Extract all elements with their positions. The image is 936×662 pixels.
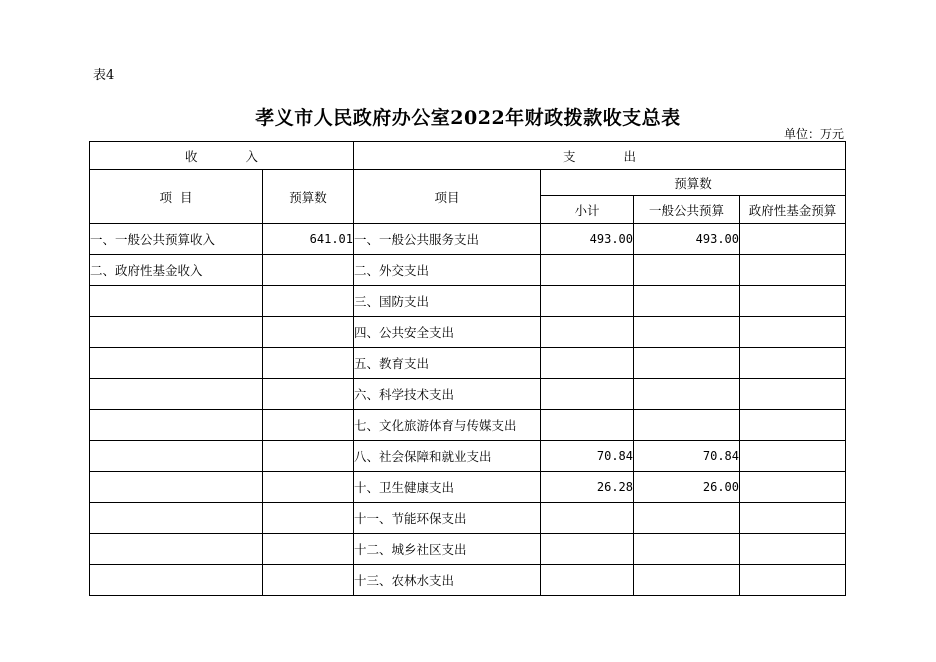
gov-fund-budget-cell (740, 379, 846, 410)
table-row (90, 379, 846, 410)
expense-item-cell: 一、一般公共服务支出 (354, 224, 541, 255)
general-budget-cell: 26.00 (634, 472, 740, 503)
table-row (90, 565, 846, 596)
general-budget-cell (634, 286, 740, 317)
table-row (90, 441, 846, 472)
income-item-cell: 二、政府性基金收入 (90, 255, 263, 286)
table-row (90, 224, 846, 255)
unit-label: 单位：万元 (783, 127, 844, 141)
income-item-cell (90, 410, 263, 441)
subtotal-header: 小计 (541, 196, 634, 224)
income-budget-header: 预算数 (263, 170, 354, 224)
page-title: 孝义市人民政府办公室2022年财政拨款收支总表 (255, 107, 681, 129)
sheet-tag: 表4 (93, 68, 115, 83)
general-budget-cell (634, 379, 740, 410)
general-budget-header: 一般公共预算 (634, 196, 740, 224)
expense-item-cell: 十一、节能环保支出 (354, 503, 541, 534)
budget-table (89, 141, 846, 596)
income-item-cell (90, 503, 263, 534)
gov-fund-budget-cell (740, 317, 846, 348)
expense-item-cell: 二、外交支出 (354, 255, 541, 286)
income-item-cell (90, 317, 263, 348)
income-budget-cell (263, 534, 354, 565)
income-item-cell (90, 441, 263, 472)
expense-group-char-2: 出 (623, 148, 637, 164)
subtotal-cell (541, 565, 634, 596)
expense-group-header (354, 142, 846, 170)
income-budget-cell (263, 472, 354, 503)
subtotal-cell (541, 410, 634, 441)
income-budget-cell: 641.01 (263, 224, 354, 255)
income-budget-cell (263, 441, 354, 472)
expense-item-cell: 十二、城乡社区支出 (354, 534, 541, 565)
table-row (90, 472, 846, 503)
income-item-cell (90, 472, 263, 503)
gov-fund-budget-header: 政府性基金预算 (740, 196, 846, 224)
table-row (90, 534, 846, 565)
expense-item-cell: 十三、农林水支出 (354, 565, 541, 596)
expense-item-cell: 十、卫生健康支出 (354, 472, 541, 503)
expense-group-char-1: 支 (562, 148, 576, 164)
gov-fund-budget-cell (740, 410, 846, 441)
header-row-2 (90, 170, 846, 196)
gov-fund-budget-cell (740, 224, 846, 255)
subtotal-cell (541, 503, 634, 534)
income-group-char-1: 收 (184, 148, 198, 164)
header-row-groups (90, 142, 846, 170)
gov-fund-budget-cell (740, 534, 846, 565)
income-budget-cell (263, 565, 354, 596)
table-row (90, 317, 846, 348)
table-row (90, 410, 846, 441)
general-budget-cell (634, 317, 740, 348)
expense-item-cell: 五、教育支出 (354, 348, 541, 379)
subtotal-cell: 493.00 (541, 224, 634, 255)
income-item-cell (90, 379, 263, 410)
subtotal-cell (541, 379, 634, 410)
gov-fund-budget-cell (740, 348, 846, 379)
table-row (90, 503, 846, 534)
general-budget-cell (634, 255, 740, 286)
table-row (90, 286, 846, 317)
subtotal-cell (541, 534, 634, 565)
gov-fund-budget-cell (740, 286, 846, 317)
expense-item-cell: 六、科学技术支出 (354, 379, 541, 410)
subtotal-cell: 26.28 (541, 472, 634, 503)
subtotal-cell: 70.84 (541, 441, 634, 472)
general-budget-cell (634, 565, 740, 596)
general-budget-cell (634, 534, 740, 565)
general-budget-cell: 70.84 (634, 441, 740, 472)
income-group-header (90, 142, 354, 170)
gov-fund-budget-cell (740, 472, 846, 503)
income-budget-cell (263, 348, 354, 379)
general-budget-cell (634, 410, 740, 441)
income-budget-cell (263, 255, 354, 286)
subtotal-cell (541, 348, 634, 379)
income-item-cell (90, 565, 263, 596)
general-budget-cell: 493.00 (634, 224, 740, 255)
gov-fund-budget-cell (740, 503, 846, 534)
subtotal-cell (541, 286, 634, 317)
expense-item-cell: 八、社会保障和就业支出 (354, 441, 541, 472)
expense-item-header: 项目 (354, 170, 541, 224)
gov-fund-budget-cell (740, 441, 846, 472)
expense-item-cell: 四、公共安全支出 (354, 317, 541, 348)
income-item-cell (90, 286, 263, 317)
income-budget-cell (263, 410, 354, 441)
expense-item-cell: 七、文化旅游体育与传媒支出 (354, 410, 541, 441)
general-budget-cell (634, 503, 740, 534)
general-budget-cell (634, 348, 740, 379)
income-item-cell: 一、一般公共预算收入 (90, 224, 263, 255)
gov-fund-budget-cell (740, 255, 846, 286)
subtotal-cell (541, 255, 634, 286)
income-budget-cell (263, 503, 354, 534)
income-item-cell (90, 348, 263, 379)
income-item-cell (90, 534, 263, 565)
income-budget-cell (263, 379, 354, 410)
expense-item-cell: 三、国防支出 (354, 286, 541, 317)
gov-fund-budget-cell (740, 565, 846, 596)
income-group-char-2: 入 (245, 148, 259, 164)
income-budget-cell (263, 286, 354, 317)
income-item-header: 项 目 (90, 170, 263, 224)
table-row (90, 348, 846, 379)
subtotal-cell (541, 317, 634, 348)
expense-budget-header: 预算数 (541, 170, 846, 196)
table-row (90, 255, 846, 286)
income-budget-cell (263, 317, 354, 348)
